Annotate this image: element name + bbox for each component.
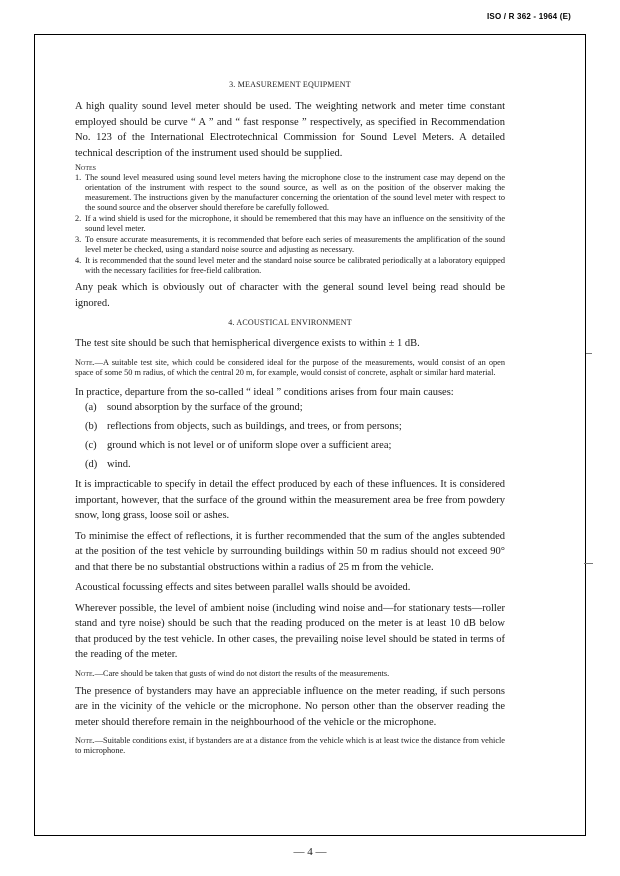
note-text: If a wind shield is used for the microphone, it should be remembered that this may have an influence on the sensitivity of the sound level meter. [85, 214, 505, 233]
note-wind [75, 669, 505, 679]
cause-text: sound absorption by the surface of the ground; [107, 402, 303, 413]
cause-letter: (a) [85, 402, 97, 413]
note-test-site [75, 358, 505, 378]
section-3-heading: 3. MEASUREMENT EQUIPMENT [229, 80, 351, 89]
note-body: —A suitable test site, which could be considered ideal for the purpose of the measurements, would consist of an open space of some 50 m radius, of which the central 20 m, for example, would consist of concrete, asphalt or similar hard material. [75, 357, 505, 377]
document-body [75, 80, 505, 756]
note-number: 3. [75, 235, 82, 244]
notes-heading: Notes [75, 163, 96, 172]
note-bystanders [75, 736, 505, 756]
cause-letter: (d) [85, 459, 98, 470]
note-item [75, 235, 505, 255]
note-body: —Suitable conditions exist, if bystanders are at a distance from the vehicle which is at least twice the distance from vehicle to microphone. [75, 736, 505, 755]
cause-letter: (c) [85, 440, 97, 451]
cause-item [85, 419, 505, 434]
note-body: —Care should be taken that gusts of wind do not distort the results of the measurements. [94, 668, 390, 678]
note-text: To ensure accurate measurements, it is recommended that before each series of measurements the amplification of the sound level meter be checked, using a standard noise source and adjusting as necessary. [85, 235, 505, 254]
page-number: — 4 — [293, 846, 327, 858]
cause-item [85, 457, 505, 472]
section-4-heading: 4. ACOUSTICAL ENVIRONMENT [228, 318, 352, 327]
causes-list [75, 400, 505, 472]
section-3-intro: A high quality sound level meter should be used. The weighting network and meter time constant employed should be curve “ A ” and “ fast response ” respectively, as specified in Recommendation No. 123 of the International Electrotechnical Commission for Sound Level Meters. A detailed technical description of the instrument used should be supplied. [75, 101, 505, 159]
note-text: It is recommended that the sound level meter and the standard noise source be calibrated periodically at a laboratory equipped with the necessary facilities for free-field calibration. [85, 256, 505, 275]
note-label: Note. [75, 357, 95, 367]
note-number: 2. [75, 214, 82, 223]
cause-text: reflections from objects, such as buildings, and trees, or from persons; [107, 421, 402, 432]
note-number: 4. [75, 256, 82, 265]
cause-item [85, 400, 505, 415]
bystanders-paragraph: The presence of bystanders may have an appreciable influence on the meter reading, if such persons are in the vicinity of the vehicle or the microphone. No person other than the observer reading the meter should therefore remain in the neighbourhood of the vehicle or the microphone. [75, 685, 505, 728]
test-site-paragraph: The test site should be such that hemispherical divergence exists to within ± 1 dB. [75, 338, 420, 349]
note-item [75, 173, 505, 213]
document-code: ISO / R 362 - 1964 (E) [487, 12, 571, 21]
practice-paragraph: In practice, departure from the so-called “ ideal ” conditions arises from four main causes: [75, 386, 454, 398]
cause-letter: (b) [85, 421, 98, 432]
margin-mark [584, 563, 593, 564]
note-text: The sound level measured using sound level meters having the microphone close to the instrument case may depend on the orientation of the instrument with respect to the sound source, as well as on the position of the observer making the measurement. The instructions given by the manufacturer concerning the orientation of the sound level meter with respect to the sound source and the observer should therefore be carefully followed. [85, 173, 505, 212]
margin-mark [586, 353, 592, 354]
ambient-noise-paragraph: Wherever possible, the level of ambient noise (including wind noise and—for stationary tests—roller stand and tyre noise) should be such that the reading produced on the meter is at least 10 dB below that produced by the test vehicle. In other cases, the prevailing noise level should be stated in terms of the reading of the meter. [75, 602, 505, 660]
note-number: 1. [75, 173, 82, 182]
focussing-paragraph: Acoustical focussing effects and sites between parallel walls should be avoided. [75, 582, 411, 593]
note-item [75, 256, 505, 276]
note-label: Note. [75, 736, 95, 745]
cause-text: wind. [107, 459, 131, 470]
impracticable-paragraph: It is impracticable to specify in detail the effect produced by each of these influences. It is considered important, however, that the surface of the ground within the measurement area be free from powdery snow, long grass, loose soil or ashes. [75, 479, 505, 521]
peak-paragraph: Any peak which is obviously out of character with the general sound level being read should be ignored. [75, 282, 505, 309]
cause-item [85, 438, 505, 453]
notes-list [75, 173, 505, 276]
note-item [75, 214, 505, 234]
cause-text: ground which is not level or of uniform slope over a sufficient area; [107, 440, 392, 451]
note-label: Note. [75, 668, 95, 678]
minimise-paragraph: To minimise the effect of reflections, it is further recommended that the sum of the angles subtended at the position of the test vehicle by surrounding buildings within 50 m radius should not exceed 90° and that there be no substantial obstructions within a radius of 25 m from the vehicle. [75, 530, 505, 573]
